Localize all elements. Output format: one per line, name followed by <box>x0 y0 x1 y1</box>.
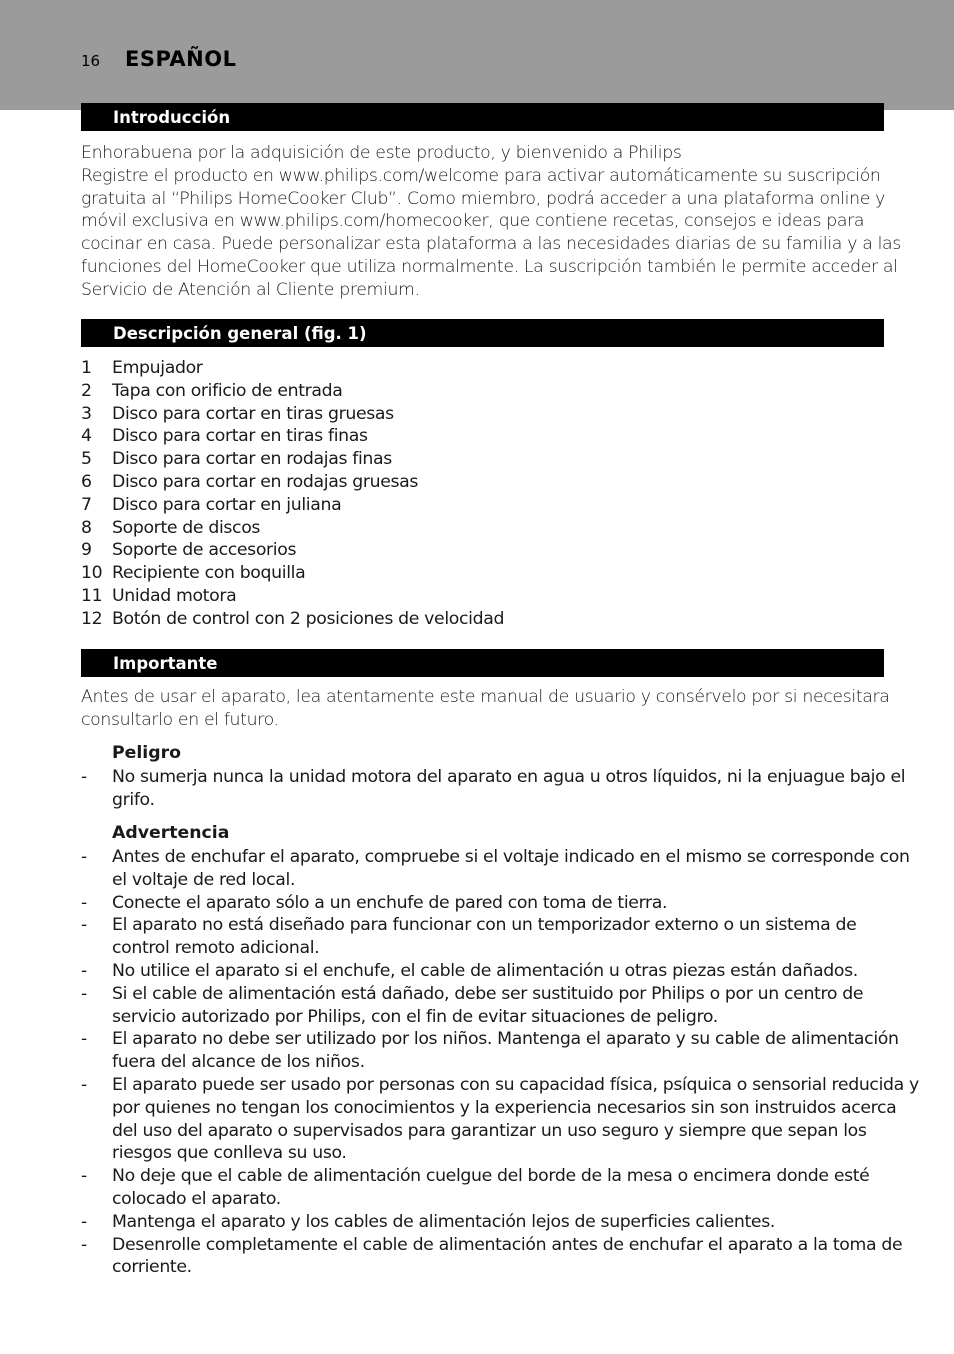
text-line: Servicio de Atención al Cliente premium. <box>81 279 420 300</box>
item-number: 12 <box>81 608 103 629</box>
item-number: 3 <box>81 403 92 424</box>
section-title: Introducción <box>113 108 231 127</box>
bullet-text-line: fuera del alcance de los niños. <box>112 1052 365 1073</box>
bullet-item <box>81 1211 919 1234</box>
text-line: cocinar en casa. Puede personalizar esta plataforma a las necesidades diarias de su familia y a las <box>81 234 901 255</box>
item-text: Disco para cortar en tiras finas <box>112 426 368 447</box>
bullet-dash: - <box>81 915 87 936</box>
bullet-item <box>81 1165 919 1211</box>
bullet-dash: - <box>81 1166 87 1187</box>
bullet-item <box>81 1074 919 1165</box>
item-text: Recipiente con boquilla <box>112 563 306 584</box>
bullet-text-line: corriente. <box>112 1257 192 1278</box>
danger-list <box>81 766 905 812</box>
bullet-text-line: Mantenga el aparato y los cables de alimentación lejos de superficies calientes. <box>112 1211 776 1232</box>
item-number: 5 <box>81 449 92 470</box>
bullet-text-line: servicio autorizado por Philips, con el fin de evitar situaciones de peligro. <box>112 1006 718 1027</box>
bullet-dash: - <box>81 892 87 913</box>
item-number: 6 <box>81 471 92 492</box>
text-line: consultarlo en el futuro. <box>81 709 279 730</box>
text-line: Antes de usar el aparato, lea atentamente este manual de usuario y consérvelo por si necesitara <box>81 687 890 707</box>
text-line: móvil exclusiva en www.philips.com/homecooker, que contiene recetas, consejos e ideas para <box>81 211 865 232</box>
section-title: Descripción general (fig. 1) <box>113 324 367 343</box>
text-line: Enhorabuena por la adquisición de este producto, y bienvenido a Philips <box>81 143 682 163</box>
item-number: 9 <box>81 540 92 561</box>
bullet-text-line: por quienes no tengan los conocimientos y la experiencia necesarios sin son instruidos acerca <box>112 1097 897 1118</box>
section-header-importante <box>81 649 884 677</box>
item-number: 2 <box>81 380 92 401</box>
bullet-item <box>81 846 919 892</box>
bullet-text-line: Si el cable de alimentación está dañado, debe ser sustituido por Philips o por un centro de <box>112 983 864 1004</box>
item-number: 7 <box>81 494 92 515</box>
bullet-dash: - <box>81 1211 87 1232</box>
page-number: 16 <box>81 52 101 70</box>
bullet-dash: - <box>81 1234 87 1255</box>
bullet-item <box>81 766 905 812</box>
bullet-dash: - <box>81 1074 87 1095</box>
item-text: Unidad motora <box>112 585 237 606</box>
bullet-text-line: riesgos que conlleva su uso. <box>112 1143 347 1164</box>
item-text: Soporte de discos <box>112 517 261 538</box>
bullet-text-line: el voltaje de red local. <box>112 869 296 890</box>
section-header-descripcion-general <box>81 319 884 347</box>
item-number: 4 <box>81 426 92 447</box>
bullet-text-line: El aparato puede ser usado por personas con su capacidad física, psíquica o sensorial reducida y <box>112 1074 919 1095</box>
item-text: Tapa con orificio de entrada <box>112 380 343 401</box>
text-line: gratuita al “Philips HomeCooker Club”. Como miembro, podrá acceder a una plataforma online y <box>81 188 886 209</box>
bullet-text-line: No utilice el aparato si el enchufe, el cable de alimentación u otras piezas están dañados. <box>112 960 858 981</box>
bullet-item <box>81 914 919 960</box>
item-number: 11 <box>81 585 103 606</box>
item-text: Botón de control con 2 posiciones de velocidad <box>112 608 505 629</box>
section-header-introduccion <box>81 103 884 131</box>
section-title: Importante <box>113 654 218 673</box>
item-text: Empujador <box>112 358 203 378</box>
bullet-text-line: El aparato no está diseñado para funcionar con un temporizador externo o un sistema de <box>112 915 857 936</box>
bullet-item <box>81 983 919 1029</box>
item-number: 8 <box>81 517 92 538</box>
bullet-text-line: del uso del aparato o supervisados para garantizar un uso seguro y siempre que sepan los <box>112 1120 867 1141</box>
item-text: Disco para cortar en rodajas finas <box>112 449 392 470</box>
text-line: funciones del HomeCooker que utiliza normalmente. La suscripción también le permite acceder al <box>81 256 898 277</box>
bullet-text-line: colocado el aparato. <box>112 1188 281 1209</box>
bullet-text-line: No deje que el cable de alimentación cuelgue del borde de la mesa o encimera donde esté <box>112 1166 870 1187</box>
bullet-dash: - <box>81 847 87 867</box>
item-text: Disco para cortar en rodajas gruesas <box>112 471 419 492</box>
bullet-dash: - <box>81 767 87 787</box>
language-heading: ESPAÑOL <box>125 47 237 71</box>
bullet-text-line: No sumerja nunca la unidad motora del aparato en agua u otros líquidos, ni la enjuague bajo el <box>112 767 906 787</box>
bullet-text-line: Antes de enchufar el aparato, compruebe si el voltaje indicado en el mismo se corresponde con <box>112 847 910 867</box>
bullet-item <box>81 1028 919 1074</box>
bullet-text-line: Conecte el aparato sólo a un enchufe de pared con toma de tierra. <box>112 892 668 913</box>
bullet-item <box>81 1234 919 1280</box>
bullet-text-line: control remoto adicional. <box>112 938 320 959</box>
warning-heading: Advertencia <box>112 823 230 843</box>
intro-paragraph <box>81 142 901 302</box>
page-header-band <box>0 0 954 110</box>
bullet-item <box>81 892 919 915</box>
important-paragraph <box>81 686 891 732</box>
text-line: Registre el producto en www.philips.com/welcome para activar automáticamente su suscripción <box>81 165 881 186</box>
item-text: Soporte de accesorios <box>112 540 297 561</box>
danger-heading: Peligro <box>112 743 181 763</box>
warning-list <box>81 846 919 1279</box>
item-number: 10 <box>81 563 103 584</box>
bullet-dash: - <box>81 983 87 1004</box>
item-text: Disco para cortar en tiras gruesas <box>112 403 394 424</box>
bullet-dash: - <box>81 960 87 981</box>
item-text: Disco para cortar en juliana <box>112 494 342 515</box>
bullet-text-line: El aparato no debe ser utilizado por los niños. Mantenga el aparato y su cable de alimentación <box>112 1029 899 1050</box>
bullet-dash: - <box>81 1029 87 1050</box>
bullet-item <box>81 960 919 983</box>
item-number: 1 <box>81 358 92 378</box>
bullet-text-line: grifo. <box>112 789 155 810</box>
bullet-text-line: Desenrolle completamente el cable de alimentación antes de enchufar el aparato a la toma de <box>112 1234 903 1255</box>
